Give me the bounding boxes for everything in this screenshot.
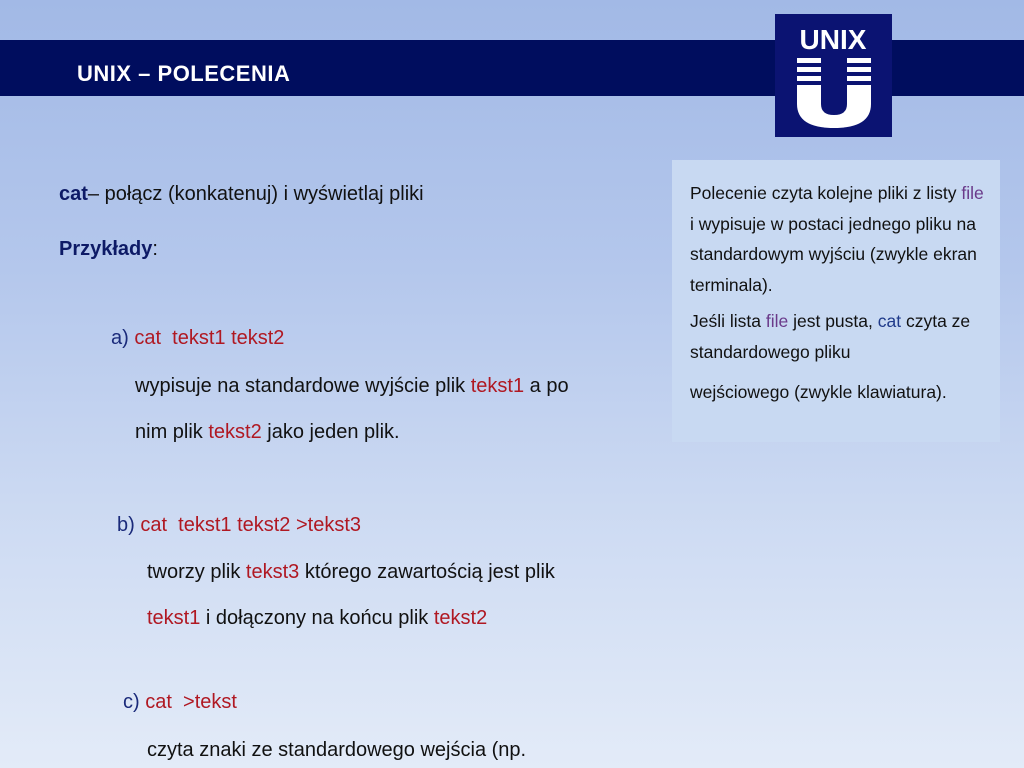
example-b-file3: tekst2 (433, 607, 488, 629)
example-a-letter: a) (111, 327, 129, 349)
info-text-4: jest pusta, (788, 311, 878, 331)
example-c-letter: c) (123, 691, 140, 713)
examples-heading (59, 238, 158, 261)
example-a-command (111, 327, 284, 350)
info-cmd: cat (877, 311, 902, 331)
examples-label: Przykłady (59, 238, 153, 260)
example-b-letter: b) (117, 514, 135, 536)
example-a-text1: wypisuje na standardowe wyjście plik (135, 375, 471, 397)
example-c-desc-line1: czyta znaki ze standardowego wejścia (np. (147, 739, 527, 761)
example-c-command (123, 691, 237, 714)
example-a-text3: nim plik (135, 421, 209, 443)
example-b-file2: tekst1 (147, 607, 201, 629)
example-b-desc-line1 (147, 561, 555, 584)
cat-heading (59, 183, 424, 206)
info-paragraph-1 (690, 178, 990, 300)
info-file-2: file (765, 311, 789, 331)
page-title: UNIX – POLECENIA (77, 61, 291, 86)
example-a-desc-line1 (135, 375, 569, 398)
example-a-text4: jako jeden plik. (261, 421, 400, 443)
logo-u-shape (797, 58, 871, 128)
example-b-cmd: cat tekst1 tekst2 >tekst3 (140, 514, 362, 536)
info-text-3: Jeśli lista (690, 311, 766, 331)
example-b-command (117, 514, 361, 537)
unix-logo (775, 14, 892, 137)
example-b-file1: tekst3 (245, 561, 300, 583)
example-a-text2: a po (524, 375, 569, 397)
command-name: cat (59, 183, 88, 205)
example-a-cmd: cat tekst1 tekst2 (134, 327, 285, 349)
info-box-text (690, 178, 990, 414)
example-a-file2: tekst2 (208, 421, 262, 443)
info-paragraph-2 (690, 306, 990, 367)
examples-colon: : (152, 238, 158, 260)
info-text-1: Polecenie czyta kolejne pliki z listy (690, 183, 962, 203)
example-b-text3: i dołączony na końcu plik (200, 607, 434, 629)
command-description: – połącz (konkatenuj) i wyświetlaj pliki (87, 183, 424, 205)
example-a-file1: tekst1 (470, 375, 525, 397)
info-text-2: i wypisuje w postaci jednego pliku na standardowym wyjściu (zwykle ekran terminala). (690, 213, 977, 295)
unix-logo-graphic (775, 14, 892, 137)
info-paragraph-3: wejściowego (zwykle klawiatura). (690, 382, 947, 402)
logo-text: UNIX (799, 24, 867, 55)
example-b-text1: tworzy plik (147, 561, 246, 583)
example-c-cmd: cat >tekst (145, 691, 237, 713)
example-a-desc-line2 (135, 421, 400, 444)
example-b-desc-line2 (147, 607, 487, 630)
info-file-1: file (961, 183, 984, 203)
example-b-text2: którego zawartością jest plik (299, 561, 555, 583)
info-text-5: czyta ze standardowego pliku (690, 311, 971, 362)
